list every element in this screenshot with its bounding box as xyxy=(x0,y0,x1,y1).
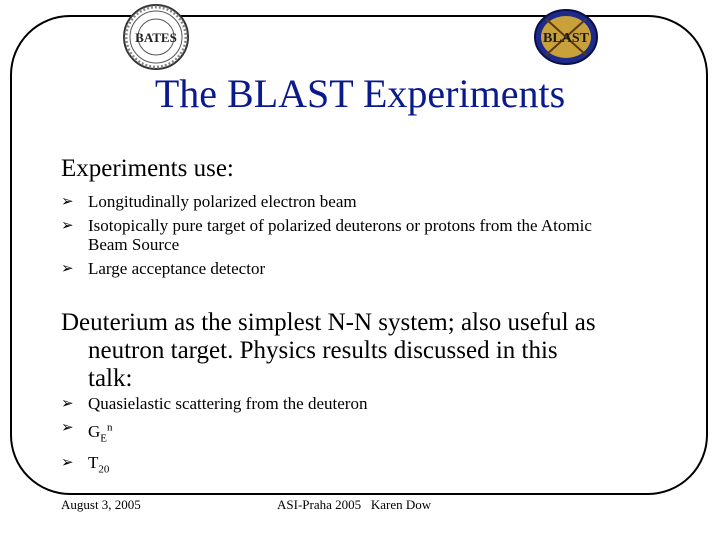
section2-heading-line2: neutron target. Physics results discussed in this xyxy=(88,337,558,364)
list-item xyxy=(61,453,367,479)
slide-title: The BLAST Experiments xyxy=(154,71,566,116)
bates-logo-text: BATES xyxy=(135,30,177,45)
arrow-bullet-icon: ➢ xyxy=(61,453,74,472)
arrow-bullet-icon: ➢ xyxy=(61,259,74,277)
arrow-bullet-icon: ➢ xyxy=(61,394,74,412)
section2-heading xyxy=(61,309,681,393)
list-item xyxy=(61,192,628,211)
list-item xyxy=(61,216,628,254)
arrow-bullet-icon: ➢ xyxy=(61,216,74,234)
section1-heading: Experiments use: xyxy=(61,155,234,182)
bates-seal-logo xyxy=(122,3,190,71)
section2-heading-line3: talk: xyxy=(88,365,133,392)
bullet-text: Quasielastic scattering from the deuteron xyxy=(88,394,368,413)
list-item xyxy=(61,259,628,278)
arrow-bullet-icon: ➢ xyxy=(61,192,74,210)
t20-label: $T_{20}$ xyxy=(88,453,110,476)
blast-logo xyxy=(533,7,599,67)
list-item xyxy=(61,418,367,448)
bullet-text: Large acceptance detector xyxy=(88,259,266,278)
section2-bullet-list xyxy=(61,394,367,484)
section2-heading-line1: Deuterium as the simplest N-N system; also useful as xyxy=(61,309,596,336)
footer-date: August 3, 2005 xyxy=(61,497,141,512)
arrow-bullet-icon: ➢ xyxy=(61,418,74,436)
section1-bullet-list xyxy=(61,192,628,283)
blast-logo-text: BLAST xyxy=(543,31,589,46)
bullet-text: Isotopically pure target of polarized deuterons or protons from the Atomic Beam Source xyxy=(88,216,592,254)
list-item xyxy=(61,394,367,413)
bullet-text: Longitudinally polarized electron beam xyxy=(88,192,357,211)
footer-center: ASI-Praha 2005 Karen Dow xyxy=(277,497,432,512)
gen-label: $G_E^n$ xyxy=(88,421,113,445)
